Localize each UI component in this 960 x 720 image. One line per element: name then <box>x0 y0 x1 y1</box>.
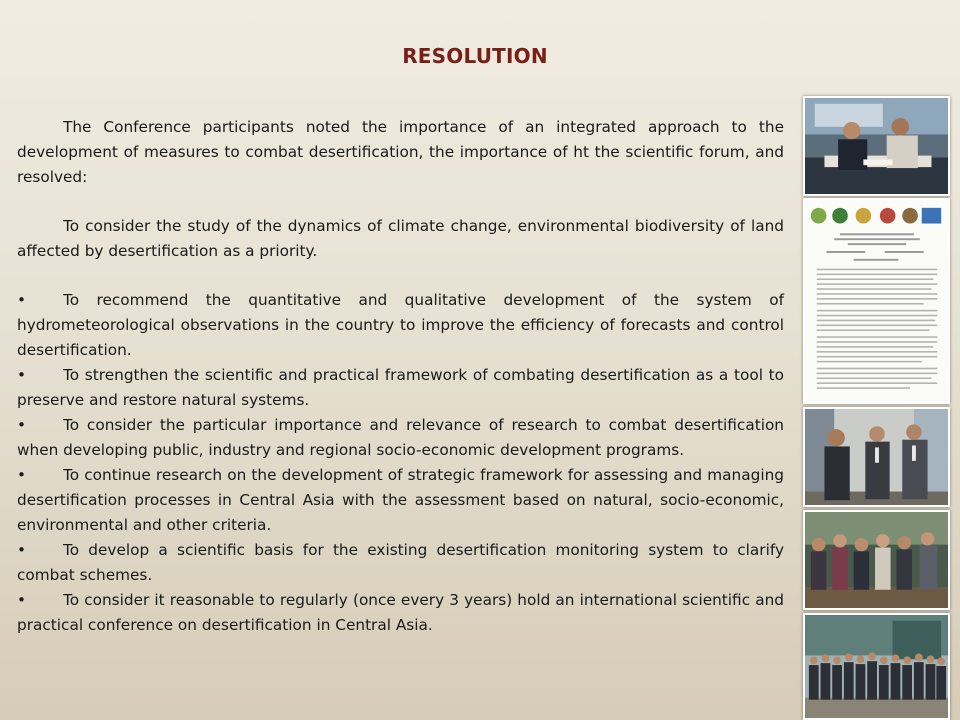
resolution-document-photo <box>803 198 950 404</box>
resolution-item: • To consider it reasonable to regularly (once every 3 years) hold an international scientific and practical conference on desertification in Central Asia. <box>17 588 784 638</box>
signing-photo <box>803 96 950 196</box>
resolution-item: • To recommend the quantitative and qualitative development of the system of hydrometeorological observations in the country to improve the efficiency of forecasts and control desertification. <box>17 288 784 363</box>
resolution-item-text: To consider the particular importance and relevance of research to combat desertification when developing public, industry and regional socio-economic development programs. <box>17 416 784 459</box>
women-group-photo <box>803 510 950 610</box>
resolution-item-text: To develop a scientific basis for the existing desertification monitoring system to clarify combat schemes. <box>17 541 784 584</box>
resolution-item-text: To recommend the quantitative and qualitative development of the system of hydrometeorological observations in the country to improve the efficiency of forecasts and control desertification. <box>17 291 784 359</box>
resolution-item: • To continue research on the development of strategic framework for assessing and managing desertification processes in Central Asia with the assessment based on natural, socio-economic, environmental and other criteria. <box>17 463 784 538</box>
resolution-item: • To strengthen the scientific and practical framework of combating desertification as a tool to preserve and restore natural systems. <box>17 363 784 413</box>
resolution-item-text: To strengthen the scientific and practical framework of combating desertification as a tool to preserve and restore natural systems. <box>17 366 784 409</box>
participants-group-photo <box>803 407 950 507</box>
priority-paragraph: To consider the study of the dynamics of climate change, environmental biodiversity of land affected by desertification as a priority. <box>17 217 784 260</box>
resolution-item-text: To continue research on the development of strategic framework for assessing and managing desertification processes in Central Asia with the assessment based on natural, socio-economic, environmental and other criteria. <box>17 466 784 534</box>
resolution-item: • To consider the particular importance and relevance of research to combat desertification when developing public, industry and regional socio-economic development programs. <box>17 413 784 463</box>
resolution-item-text: To consider it reasonable to regularly (once every 3 years) hold an international scientific and practical conference on desertification in Central Asia. <box>17 591 784 634</box>
slide-title: RESOLUTION <box>402 44 548 68</box>
intro-paragraph: The Conference participants noted the importance of an integrated approach to the development of measures to combat desertification, the importance of ht the scientific forum, and resolved: <box>17 118 784 186</box>
resolution-text <box>17 115 784 638</box>
conference-group-photo <box>803 613 950 720</box>
resolution-item: • To develop a scientific basis for the existing desertification monitoring system to clarify combat schemes. <box>17 538 784 588</box>
